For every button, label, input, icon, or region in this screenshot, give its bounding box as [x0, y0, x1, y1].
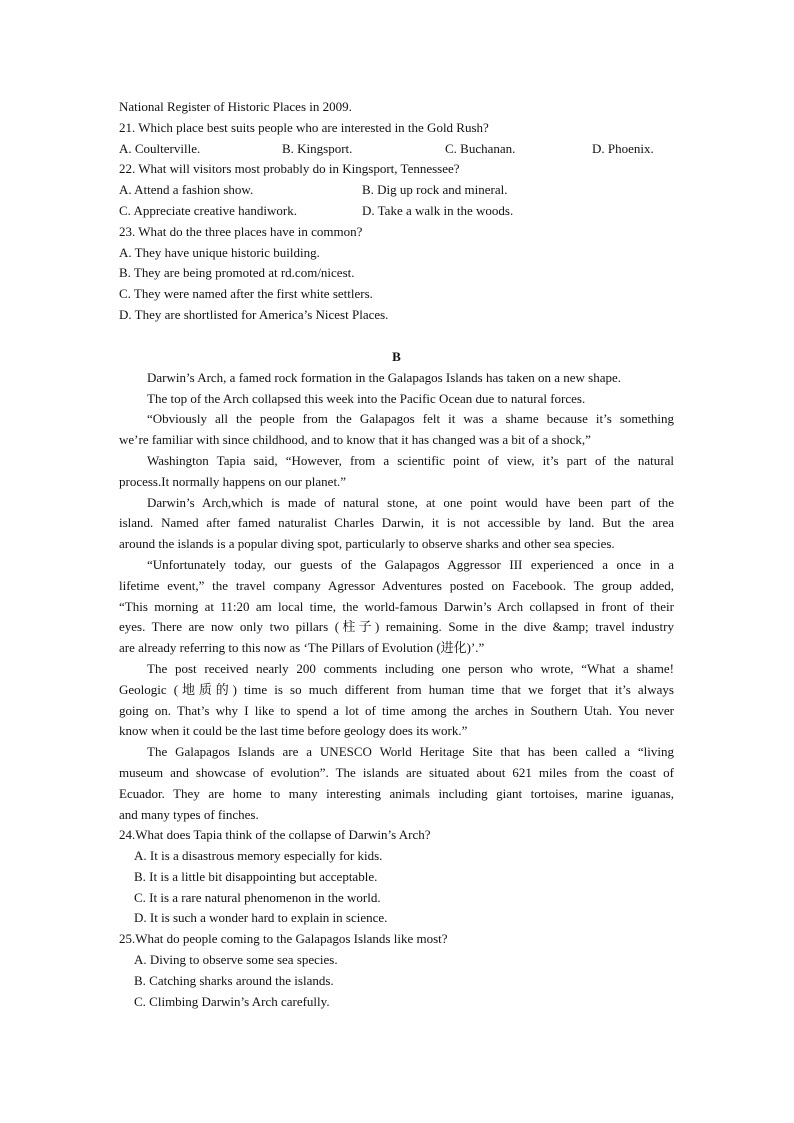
passage-paragraph	[119, 389, 674, 410]
passage-line: process.It normally happens on our planet.”	[119, 473, 347, 489]
passage-line: The top of the Arch collapsed this week into the Pacific Ocean due to natural forces.	[147, 390, 586, 406]
question-21-stem: 21. Which place best suits people who are interested in the Gold Rush?	[119, 119, 489, 135]
question-24-stem: 24.What does Tapia think of the collapse of Darwin’s Arch?	[119, 827, 431, 843]
passage-paragraph	[119, 493, 674, 555]
question-23-stem: 23. What do the three places have in common?	[119, 223, 363, 239]
passage-line: The Galapagos Islands are a UNESCO World Heritage Site that has been called a “living	[147, 744, 674, 760]
question-21-options	[119, 139, 674, 160]
passage-line: lifetime event,” the travel company Agressor Adventures posted on Facebook. The group added,	[119, 577, 674, 593]
q22-option-b: B. Dig up rock and mineral.	[362, 182, 508, 198]
passage-paragraph	[119, 368, 674, 389]
section-gap	[119, 326, 674, 346]
passage-line: “Unfortunately today, our guests of the Galapagos Aggressor III experienced a once in a	[147, 556, 674, 572]
passage-line: Darwin’s Arch,which is made of natural stone, at one point would have been part of the	[147, 494, 674, 510]
passage-line: Geologic (地质的) time is so much different from human time that we forget that it’s always	[119, 681, 674, 697]
question-22-options-row-2	[119, 201, 674, 222]
q25-option-a: A. Diving to observe some sea species.	[134, 952, 338, 968]
q21-option-c: C. Buchanan.	[445, 140, 516, 156]
passage-line: museum and showcase of evolution”. The islands are situated about 621 miles from the coast of	[119, 764, 674, 780]
passage-paragraph	[119, 742, 674, 825]
q23-option-b: B. They are being promoted at rd.com/nicest.	[119, 265, 355, 281]
q24-option-a: A. It is a disastrous memory especially for kids.	[134, 848, 383, 864]
q22-option-c: C. Appreciate creative handiwork.	[119, 202, 297, 218]
q24-option-b: B. It is a little bit disappointing but acceptable.	[134, 868, 378, 884]
passage-line: and many types of finches.	[119, 806, 259, 822]
passage-line: going on. That’s why I like to spend a lot of time among the arches in Southern Utah. You never	[119, 702, 674, 718]
passage-line: we’re familiar with since childhood, and to know that it has changed was a bit of a shock,”	[119, 432, 591, 448]
question-25-stem: 25.What do people coming to the Galapagos Islands like most?	[119, 931, 448, 947]
passage-line: are already referring to this now as ‘The Pillars of Evolution (进化)’.”	[119, 640, 485, 656]
passage-line: know when it could be the last time before geology does its work.”	[119, 723, 468, 739]
passage-line: eyes. There are now only two pillars (柱子) remaining. Some in the dive &amp; travel industry	[119, 619, 674, 635]
q21-option-a: A. Coulterville.	[119, 140, 201, 156]
passage-paragraph	[119, 659, 674, 742]
section-b-title: B	[392, 348, 401, 364]
passage-line: “This morning at 11:20 am local time, the world-famous Darwin’s Arch collapsed in front of their	[119, 598, 674, 614]
q24-option-c: C. It is a rare natural phenomenon in the world.	[134, 889, 381, 905]
passage-line: around the islands is a popular diving spot, particularly to observe sharks and other sea species.	[119, 536, 615, 552]
q23-option-a: A. They have unique historic building.	[119, 244, 320, 260]
q21-option-b: B. Kingsport.	[282, 140, 353, 156]
passage-line: “Obviously all the people from the Galapagos felt it was a shame because it’s something	[147, 411, 674, 427]
top-fragment: National Register of Historic Places in 2009.	[119, 99, 352, 114]
q22-option-a: A. Attend a fashion show.	[119, 182, 254, 198]
q23-option-d: D. They are shortlisted for America’s Nicest Places.	[119, 306, 389, 322]
section-b-passage	[119, 368, 674, 826]
passage-line: island. Named after famed naturalist Charles Darwin, it is not accessible by land. But the area	[119, 515, 674, 531]
q24-option-d: D. It is such a wonder hard to explain in science.	[134, 910, 388, 926]
passage-line: Ecuador. They are home to many interesting animals including giant tortoises, marine iguanas,	[119, 785, 674, 801]
passage-line: Washington Tapia said, “However, from a scientific point of view, it’s part of the natural	[147, 452, 674, 468]
document-content	[119, 97, 674, 1012]
q25-option-c: C. Climbing Darwin’s Arch carefully.	[134, 993, 330, 1009]
question-22-options-row-1	[119, 180, 674, 201]
q23-option-c: C. They were named after the first white settlers.	[119, 286, 373, 302]
passage-paragraph	[119, 451, 674, 493]
passage-line: The post received nearly 200 comments including one person who wrote, “What a shame!	[147, 660, 674, 676]
q21-option-d: D. Phoenix.	[592, 140, 654, 156]
q22-option-d: D. Take a walk in the woods.	[362, 202, 514, 218]
question-22-stem: 22. What will visitors most probably do in Kingsport, Tennessee?	[119, 161, 460, 177]
passage-line: Darwin’s Arch, a famed rock formation in the Galapagos Islands has taken on a new shape.	[147, 369, 621, 385]
passage-paragraph	[119, 555, 674, 659]
q25-option-b: B. Catching sharks around the islands.	[134, 972, 334, 988]
passage-paragraph	[119, 409, 674, 451]
